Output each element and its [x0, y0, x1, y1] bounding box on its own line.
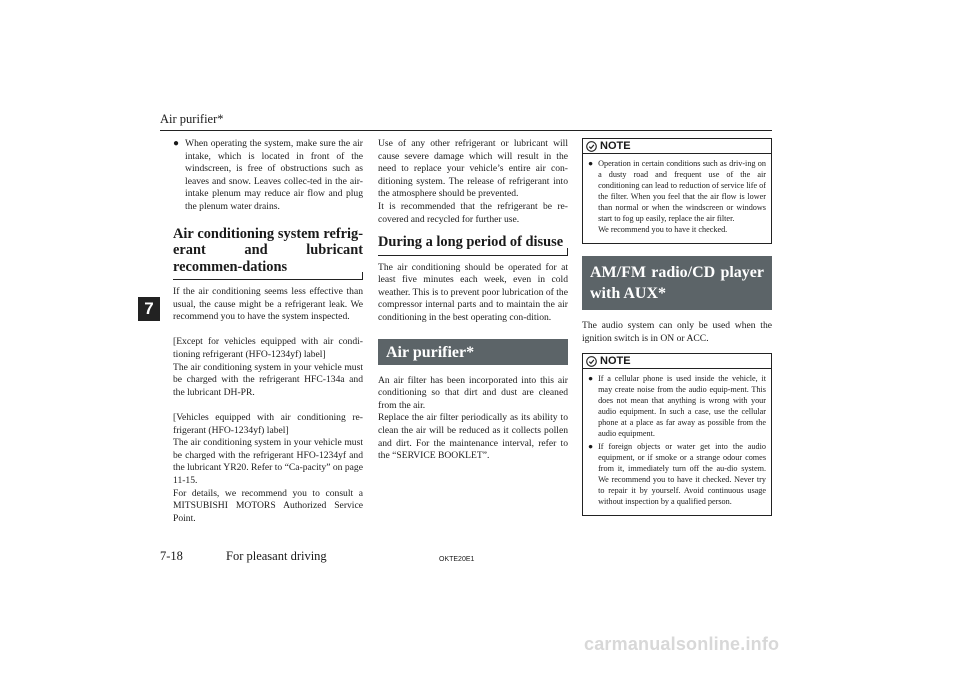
paragraph: If the air conditioning seems less effective than usual, the cause might be a refrigerant leak. We recommend you to have the system inspected.: [173, 286, 363, 323]
bullet-text-line: We recommend you to have it checked.: [598, 225, 728, 234]
note-header: [583, 354, 771, 369]
bullet-icon: ●: [588, 374, 594, 384]
paragraph: The air conditioning system in your vehicle must be charged with the refrigerant HFC-134a and the lubricant DH-PR.: [173, 361, 363, 398]
note-icon: [586, 356, 597, 367]
note-icon: [586, 141, 597, 152]
paragraph: [Except for vehicles equipped with air condi-tioning refrigerant (HFO-1234yf) label]: [173, 336, 363, 361]
paragraph: Replace the air filter periodically as its ability to clean the air will be reduced as it collects pollen and dirt. For the maintenance interval, refer to the “SERVICE BOOKLET”.: [378, 412, 568, 462]
bullet-icon: ●: [588, 159, 594, 168]
note-body: [583, 369, 771, 515]
list-item: [173, 138, 363, 214]
paragraph: Use of any other refrigerant or lubricant will cause severe damage which will result in the need to replace your vehicle’s entire air con-ditioning system. The release of refrigerant into the atmosphere should be prevented.: [378, 138, 568, 200]
list-item: [588, 158, 766, 235]
section-heading-audio: AM/FM radio/CD player with AUX*: [582, 256, 772, 310]
paragraph: It is recommended that the refrigerant be re-covered and recycled for further use.: [378, 200, 568, 225]
list-item: [588, 373, 766, 439]
bullet-icon: ●: [588, 442, 594, 452]
note-body: [583, 154, 771, 243]
column-3: [582, 138, 772, 526]
document-code: OKTE20E1: [439, 556, 475, 563]
chapter-tab: 7: [138, 297, 160, 321]
watermark: carmanualsonline.info: [584, 634, 780, 654]
paragraph: The air conditioning should be operated for at least five minutes each week, even in cold weather. This is to prevent poor lubrication of the compressor internal parts and to maintain the air conditioning in the best operating con-dition.: [378, 261, 568, 324]
note-header: [583, 139, 771, 154]
column-1: [173, 138, 363, 525]
section-heading-refrigerant: Air conditioning system refrig-erant and lubricant recommen-dations: [173, 226, 363, 281]
header-rule: [160, 130, 772, 131]
page-number: 7-18: [160, 549, 183, 563]
bullet-text: If a cellular phone is used inside the vehicle, it may create noise from the audio equip-ment. This does not mean that anything is wrong with your audio equipment. In such a case, use the cellular phone at a place as far away as possible from the audio equipment.: [598, 374, 766, 439]
paragraph: For details, we recommend you to consult a MITSUBISHI MOTORS Authorized Service Point.: [173, 487, 363, 524]
list-item: [588, 441, 766, 507]
paragraph: [Vehicles equipped with air conditioning re-frigerant (HFO-1234yf) label]: [173, 412, 363, 436]
column-2: [378, 138, 568, 463]
paragraph: An air filter has been incorporated into this air conditioning so that dirt and dust are cleaned from the air.: [378, 374, 568, 411]
section-heading-disuse: During a long period of disuse: [378, 234, 568, 256]
section-heading-air-purifier: Air purifier*: [378, 339, 568, 365]
paragraph: The audio system can only be used when the ignition switch is in ON or ACC.: [582, 320, 772, 344]
bullet-text: [598, 158, 766, 235]
running-header-title: Air purifier*: [160, 112, 224, 126]
note-box: [582, 138, 772, 244]
note-label: NOTE: [600, 354, 631, 367]
note-box: [582, 353, 772, 516]
bullet-text: If foreign objects or water get into the audio equipment, or if smoke or a strange odour comes from it, immediately turn off the au-dio system. We recommend you to have it checked. Never try to repair it by yourself. Avoid continuous usage without inspection by a qualified person.: [598, 442, 766, 507]
note-label: NOTE: [600, 139, 631, 152]
bullet-icon: ●: [173, 138, 180, 149]
footer-section-title: For pleasant driving: [226, 549, 327, 563]
paragraph: The air conditioning system in your vehicle must be charged with the refrigerant HFO-1234yf and the lubricant YR20. Refer to “Ca-pacity” on page 11-15.: [173, 437, 363, 486]
bullet-text: When operating the system, make sure the air intake, which is located in front of the windscreen, is free of obstructions such as leaves and snow. Leaves collec-ted in the air-intake plenum may reduce air flow and plug the plenum water drains.: [185, 138, 363, 212]
bullet-text-main: Operation in certain conditions such as driv-ing on a dusty road and frequent use of the air conditioning can lead to reduction of service life of the filter. When you feel that the air flow is lower than normal or when the windscreen or windows start to fog up easily, replace the air filter.: [598, 159, 766, 223]
